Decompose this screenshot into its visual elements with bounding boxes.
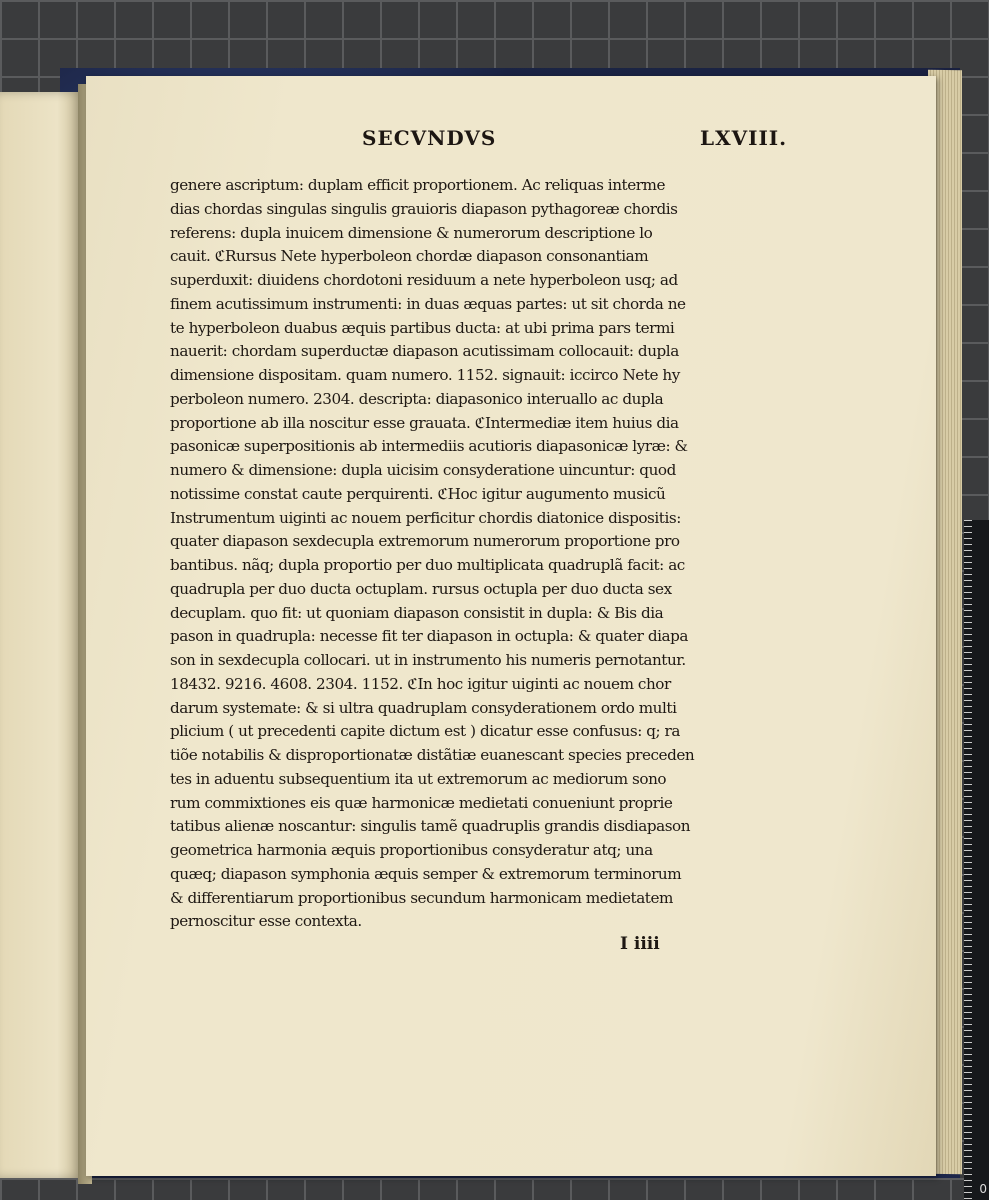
text-line: te hyperboleon duabus æquis partibus ducta: at ubi prima pars termi bbox=[170, 318, 675, 337]
text-line: finem acutissimum instrumenti: in duas æquas partes: ut sit chorda ne bbox=[170, 294, 686, 313]
text-line: dimensione dispositam. quam numero. 1152. signauit: iccirco Nete hy bbox=[170, 366, 680, 384]
text-line: quæq; diapason symphonia æquis semper & extremorum terminorum bbox=[170, 864, 682, 883]
text-line: quadrupla per duo ducta octuplam. rursus octupla per duo ducta sex bbox=[170, 579, 672, 598]
text-line: bantibus. nãq; dupla proportio per duo multiplicata quadruplã facit: ac bbox=[170, 556, 685, 574]
text-line: superduxit: diuidens chordotoni residuum a nete hyperboleon usq; ad bbox=[170, 271, 678, 289]
text-line: tiõe notabilis & disproportionatæ distãtiæ euanescant species preceden bbox=[170, 746, 695, 764]
text-line: pasonicæ superpositionis ab intermediis acutioris diapasonicæ lyræ: & bbox=[170, 437, 688, 456]
text-line: & differentiarum proportionibus secundum harmonicam medietatem bbox=[170, 888, 673, 907]
text-line: genere ascriptum: duplam efficit proportionem. Ac reliquas interme bbox=[170, 176, 666, 194]
text-line: rum commixtiones eis quæ harmonicæ medietati conueniunt proprie bbox=[170, 793, 673, 812]
text-line: darum systemate: & si ultra quadruplam consyderationem ordo multi bbox=[170, 698, 677, 717]
running-head: SECVNDVS bbox=[362, 126, 497, 150]
text-line: pernoscitur esse contexta. bbox=[170, 912, 362, 931]
text-line: perboleon numero. 2304. descripta: diapasonico interuallo ac dupla bbox=[170, 389, 664, 408]
text-line: plicium ( ut precedenti capite dictum est ) dicatur esse confusus: q; ra bbox=[170, 722, 680, 741]
text-line: Instrumentum uiginti ac nouem perficitur chordis diatonice dispositis: bbox=[170, 508, 681, 527]
text-line: pason in quadrupla: necesse fit ter diapason in octupla: & quater diapa bbox=[170, 627, 689, 646]
text-line: geometrica harmonia æquis proportionibus consyderatur atq; una bbox=[170, 841, 653, 859]
text-line: decuplam. quo fit: ut quoniam diapason consistit in dupla: & Bis dia bbox=[170, 603, 664, 622]
body-text bbox=[170, 174, 700, 934]
left-page bbox=[0, 92, 82, 1178]
text-line: cauit. ℭRursus Nete hyperboleon chordæ diapason consonantiam bbox=[170, 247, 649, 266]
measuring-ruler bbox=[964, 520, 989, 1200]
text-line: 18432. 9216. 4608. 2304. 1152. ℭIn hoc igitur uiginti ac nouem chor bbox=[170, 674, 671, 693]
text-line: nauerit: chordam superductæ diapason acutissimam collocauit: dupla bbox=[170, 342, 679, 361]
folio-number: LXVIII. bbox=[700, 126, 788, 150]
text-line: tes in aduentu subsequentium ita ut extremorum ac mediorum sono bbox=[170, 769, 667, 788]
ruler-label: 0 bbox=[979, 1182, 987, 1196]
text-line: tatibus alienæ noscantur: singulis tamẽ quadruplis grandis disdiapason bbox=[170, 817, 691, 836]
text-line: proportione ab illa noscitur esse grauata. ℭIntermediæ item huius dia bbox=[170, 413, 679, 432]
text-line: referens: dupla inuicem dimensione & numerorum descriptione lo bbox=[170, 223, 653, 242]
text-line: quater diapason sexdecupla extremorum numerorum proportione pro bbox=[170, 532, 680, 551]
text-line: notissime constat caute perquirenti. ℭHoc igitur augumento musicũ bbox=[170, 484, 666, 503]
text-line: son in sexdecupla collocari. ut in instrumento his numeris pernotantur. bbox=[170, 651, 686, 669]
text-line: dias chordas singulas singulis grauioris diapason pythagoreæ chordis bbox=[170, 199, 678, 218]
text-line: numero & dimensione: dupla uicisim consyderatione uincuntur: quod bbox=[170, 461, 676, 479]
signature-mark: I iiii bbox=[620, 934, 660, 954]
